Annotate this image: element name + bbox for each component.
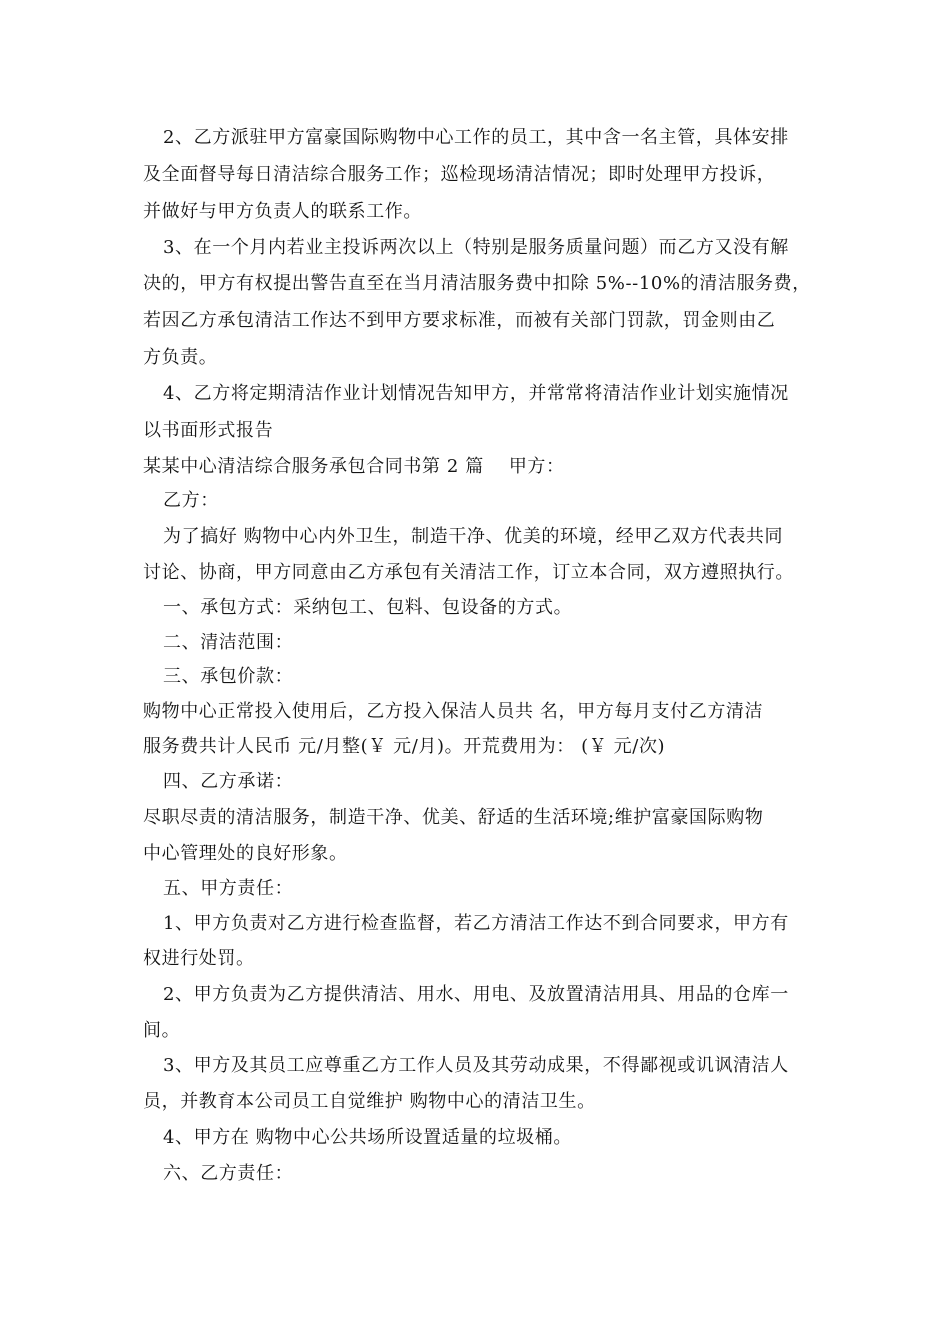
text-line: 2、甲方负责为乙方提供清洁、用水、用电、及放置清洁用具、用品的仓库一	[163, 984, 789, 1005]
section-heading: 某某中心清洁综合服务承包合同书第 2 篇 甲方：	[143, 456, 565, 477]
text-line: 五、甲方责任：	[163, 878, 294, 899]
text-line: 三、承包价款：	[163, 666, 294, 687]
text-line: 二、清洁范围：	[163, 632, 294, 653]
text-line: 若因乙方承包清洁工作达不到甲方要求标准，而被有关部门罚款，罚金则由乙	[143, 310, 776, 331]
text-line: 六、乙方责任：	[163, 1163, 294, 1184]
text-line: 乙方：	[163, 490, 219, 511]
text-line: 1、甲方负责对乙方进行检查监督，若乙方清洁工作达不到合同要求，甲方有	[163, 913, 789, 934]
text-line: 一、承包方式：采纳包工、包料、包设备的方式。	[163, 597, 573, 618]
text-line: 3、在一个月内若业主投诉两次以上（特别是服务质量问题）而乙方又没有解	[163, 237, 789, 258]
text-line: 服务费共计人民币 元/月整(￥ 元/月)。开荒费用为： (￥ 元/次)	[143, 736, 666, 757]
text-line: 讨论、协商，甲方同意由乙方承包有关清洁工作，订立本合同，双方遵照执行。	[143, 562, 794, 583]
text-line: 尽职尽责的清洁服务，制造干净、优美、舒适的生活环境;维护富豪国际购物	[143, 807, 764, 828]
text-line: 间。	[143, 1020, 181, 1041]
text-line: 4、乙方将定期清洁作业计划情况告知甲方，并常常将清洁作业计划实施情况	[163, 383, 789, 404]
text-line: 及全面督导每日清洁综合服务工作；巡检现场清洁情况；即时处理甲方投诉，	[143, 164, 776, 185]
text-line: 四、乙方承诺：	[163, 771, 294, 792]
text-line: 4、甲方在 购物中心公共场所设置适量的垃圾桶。	[163, 1127, 572, 1148]
text-line: 3、甲方及其员工应尊重乙方工作人员及其劳动成果，不得鄙视或讥讽清洁人	[163, 1055, 789, 1076]
text-line: 决的，甲方有权提出警告直至在当月清洁服务费中扣除 5%--10%的清洁服务费，	[143, 273, 811, 294]
text-line: 中心管理处的良好形象。	[143, 843, 348, 864]
text-line: 并做好与甲方负责人的联系工作。	[143, 201, 422, 222]
text-line: 方负责。	[143, 347, 218, 368]
text-line: 员，并教育本公司员工自觉维护 购物中心的清洁卫生。	[143, 1091, 596, 1112]
text-line: 购物中心正常投入使用后，乙方投入保洁人员共 名，甲方每月支付乙方清洁	[143, 701, 764, 722]
text-line: 权进行处罚。	[143, 948, 255, 969]
text-line: 以书面形式报告	[143, 420, 274, 441]
text-line: 2、乙方派驻甲方富豪国际购物中心工作的员工，其中含一名主管，具体安排	[163, 127, 789, 148]
text-line: 为了搞好 购物中心内外卫生，制造干净、优美的环境，经甲乙双方代表共同	[163, 526, 784, 547]
